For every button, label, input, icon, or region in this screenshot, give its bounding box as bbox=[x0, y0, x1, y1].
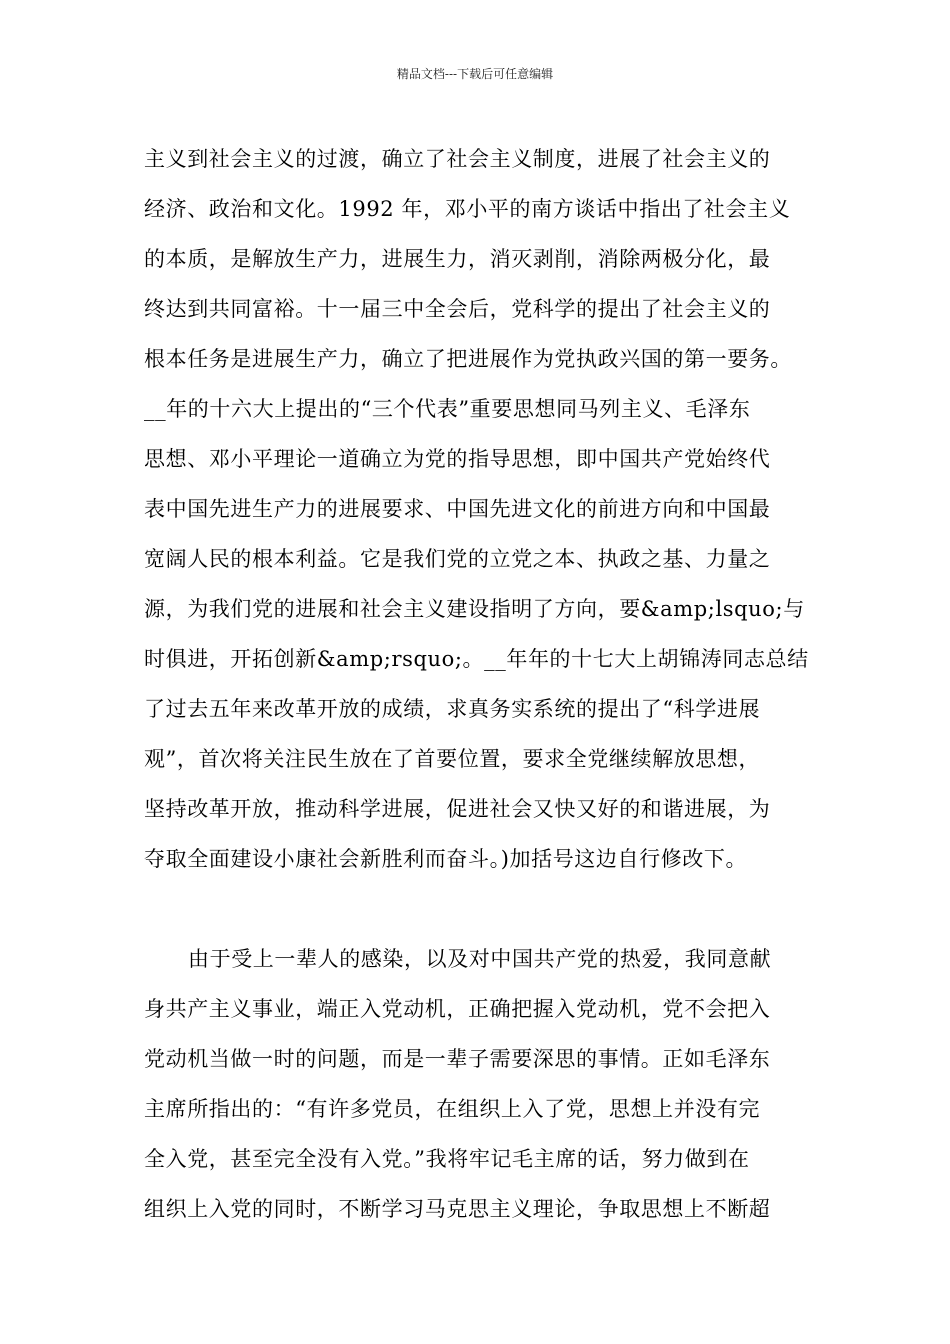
text-line: 党动机当做一时的问题，而是一辈子需要深思的事情。正如毛泽东 bbox=[144, 1047, 771, 1071]
text-line: 全入党，甚至完全没有入党。”我将牢记毛主席的话，努力做到在 bbox=[144, 1147, 750, 1171]
text-line: 思想、邓小平理论一道确立为党的指导思想，即中国共产党始终代 bbox=[144, 447, 771, 471]
document-body bbox=[144, 134, 824, 1234]
text-line: 根本任务是进展生产力，确立了把进展作为党执政兴国的第一要务。 bbox=[144, 347, 792, 371]
text-line: 组织上入党的同时，不断学习马克思主义理论，争取思想上不断超 bbox=[144, 1197, 771, 1221]
text-line: 时俱进，开拓创新&amp;rsquo;。__年年的十七大上胡锦涛同志总结 bbox=[144, 647, 809, 671]
text-line: 由于受上一辈人的感染，以及对中国共产党的热爱，我同意献 bbox=[188, 947, 772, 971]
text-line: 夺取全面建设小康社会新胜利而奋斗。)加括号这边自行修改下。 bbox=[144, 847, 748, 871]
paragraph-spacer bbox=[144, 884, 824, 934]
text-line: 坚持改革开放，推动科学进展，促进社会又快又好的和谐进展，为 bbox=[144, 797, 771, 821]
paragraph-2 bbox=[144, 934, 824, 1234]
text-line: 终达到共同富裕。十一届三中全会后，党科学的提出了社会主义的 bbox=[144, 297, 771, 321]
text-line: __年的十六大上提出的“三个代表”重要思想同马列主义、毛泽东 bbox=[144, 397, 751, 421]
text-line: 宽阔人民的根本利益。它是我们党的立党之本、执政之基、力量之 bbox=[144, 547, 771, 571]
text-line: 主义到社会主义的过渡，确立了社会主义制度，进展了社会主义的 bbox=[144, 147, 771, 171]
text-line: 了过去五年来改革开放的成绩，求真务实系统的提出了“科学进展 bbox=[144, 697, 761, 721]
page-header: 精品文档---下载后可任意编辑 bbox=[396, 67, 554, 81]
text-line: 经济、政治和文化。1992 年，邓小平的南方谈话中指出了社会主义 bbox=[144, 197, 791, 221]
text-line: 表中国先进生产力的进展要求、中国先进文化的前进方向和中国最 bbox=[144, 497, 771, 521]
text-line: 的本质，是解放生产力，进展生力，消灭剥削，消除两极分化，最 bbox=[144, 247, 771, 271]
text-line: 主席所指出的：“有许多党员，在组织上入了党，思想上并没有完 bbox=[144, 1097, 761, 1121]
text-line: 观”，首次将关注民生放在了首要位置，要求全党继续解放思想， bbox=[144, 747, 761, 771]
text-line: 身共产主义事业，端正入党动机，正确把握入党动机，党不会把入 bbox=[144, 997, 771, 1021]
paragraph-1 bbox=[144, 134, 824, 884]
text-line: 源，为我们党的进展和社会主义建设指明了方向，要&amp;lsquo;与 bbox=[144, 597, 805, 621]
